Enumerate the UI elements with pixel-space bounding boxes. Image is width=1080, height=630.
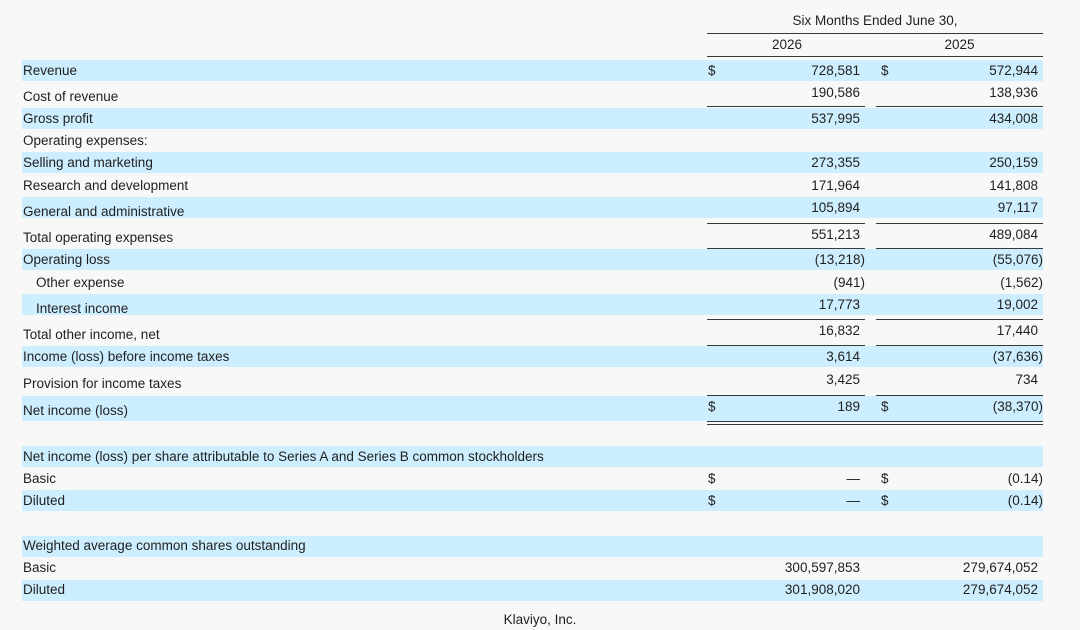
value-2025: 17,440 [996, 323, 1038, 338]
value-2026: 3,425 [826, 372, 860, 387]
value-2025: (38,370) [992, 399, 1043, 414]
eps-diluted-2025: (0.14) [1007, 493, 1043, 508]
value-2026: (13,218) [814, 252, 865, 267]
value-2026: 273,355 [811, 155, 860, 170]
row-band [22, 294, 1043, 315]
row-band [22, 60, 1043, 81]
subtotal-rule [876, 248, 1043, 249]
double-rule [707, 421, 1043, 422]
shares-basic-2025: 279,674,052 [962, 560, 1038, 575]
subtotal-rule [876, 345, 1043, 346]
shares-basic-2026: 300,597,853 [784, 560, 860, 575]
year-2025-header: 2025 [944, 37, 975, 52]
value-2026: 3,614 [826, 349, 860, 364]
value-2025: 434,008 [989, 111, 1038, 126]
subtotal-rule [707, 248, 865, 249]
value-2025: 250,159 [989, 155, 1038, 170]
row-label-general-admin: General and administrative [23, 204, 185, 219]
currency-symbol: $ [708, 63, 716, 78]
shares-diluted-2025: 279,674,052 [962, 582, 1038, 597]
value-2026: 537,995 [811, 111, 860, 126]
row-label-total-opex: Total operating expenses [23, 230, 174, 245]
row-label-gross-profit: Gross profit [23, 111, 93, 126]
eps-basic-2026: — [846, 471, 860, 486]
value-2025: 141,808 [989, 178, 1038, 193]
year-2026-header: 2026 [771, 37, 803, 52]
row-label-revenue: Revenue [23, 63, 78, 78]
subtotal-rule [707, 319, 865, 320]
subtotal-rule [707, 223, 865, 224]
value-2026: 189 [837, 399, 860, 414]
value-2025: (37,636) [992, 349, 1043, 364]
company-name-footer: Klaviyo, Inc. [503, 612, 577, 627]
value-2025: (1,562) [1000, 275, 1043, 290]
currency-symbol: $ [708, 493, 716, 508]
eps-basic-2025: (0.14) [1007, 471, 1043, 486]
shares-basic-label: Basic [23, 560, 57, 575]
subtotal-rule [876, 395, 1043, 396]
row-label-operating-expenses: Operating expenses: [23, 133, 148, 148]
row-label-other-expense: Other expense [36, 275, 125, 290]
value-2025: 572,944 [989, 63, 1038, 78]
value-2026: 16,832 [818, 323, 860, 338]
subtotal-rule [707, 345, 865, 346]
currency-symbol: $ [881, 63, 889, 78]
subtotal-rule [876, 223, 1043, 224]
shares-heading: Weighted average common shares outstanding [23, 538, 306, 553]
row-band [22, 108, 1043, 129]
currency-symbol: $ [708, 399, 716, 414]
row-label-income-before-taxes: Income (loss) before income taxes [23, 349, 230, 364]
row-band [22, 490, 1043, 511]
value-2026: 190,586 [811, 85, 860, 100]
row-band [22, 249, 1043, 270]
currency-symbol: $ [708, 471, 716, 486]
row-label-cost-of-revenue: Cost of revenue [23, 89, 119, 104]
subtotal-rule [876, 319, 1043, 320]
currency-symbol: $ [881, 471, 889, 486]
row-band [22, 396, 1043, 421]
value-2025: (55,076) [992, 252, 1043, 267]
double-rule [707, 424, 1043, 425]
shares-diluted-label: Diluted [23, 582, 66, 597]
subtotal-rule [876, 106, 1043, 107]
value-2025: 97,117 [997, 200, 1038, 215]
eps-diluted-2026: — [846, 493, 860, 508]
currency-symbol: $ [881, 493, 889, 508]
period-header: Six Months Ended June 30, [792, 13, 958, 28]
row-label-selling-marketing: Selling and marketing [23, 155, 153, 170]
subtotal-rule [707, 395, 865, 396]
value-2026: 171,964 [811, 178, 860, 193]
value-2026: 17,773 [818, 297, 860, 312]
value-2025: 138,936 [989, 85, 1038, 100]
row-label-net-income: Net income (loss) [23, 403, 129, 418]
value-2026: (941) [833, 275, 865, 290]
value-2025: 19,002 [996, 297, 1038, 312]
row-band [22, 152, 1043, 173]
value-2026: 551,213 [811, 227, 860, 242]
row-label-operating-loss: Operating loss [23, 252, 111, 267]
value-2025: 734 [1015, 372, 1038, 387]
value-2025: 489,084 [989, 227, 1038, 242]
row-band [22, 580, 1043, 601]
eps-heading: Net income (loss) per share attributable to Series A and Series B common stockholders [23, 449, 544, 464]
subtotal-rule [707, 106, 865, 107]
row-label-interest-income: Interest income [36, 301, 129, 316]
value-2026: 728,581 [811, 63, 860, 78]
header-rule [707, 33, 1043, 34]
eps-basic-label: Basic [23, 471, 57, 486]
header-rule [707, 56, 1043, 57]
row-label-total-other-income: Total other income, net [23, 327, 160, 342]
eps-diluted-label: Diluted [23, 493, 66, 508]
value-2026: 105,894 [811, 200, 860, 215]
row-label-research-development: Research and development [23, 178, 189, 193]
row-label-provision-taxes: Provision for income taxes [23, 376, 182, 391]
currency-symbol: $ [881, 399, 889, 414]
shares-diluted-2026: 301,908,020 [784, 582, 860, 597]
